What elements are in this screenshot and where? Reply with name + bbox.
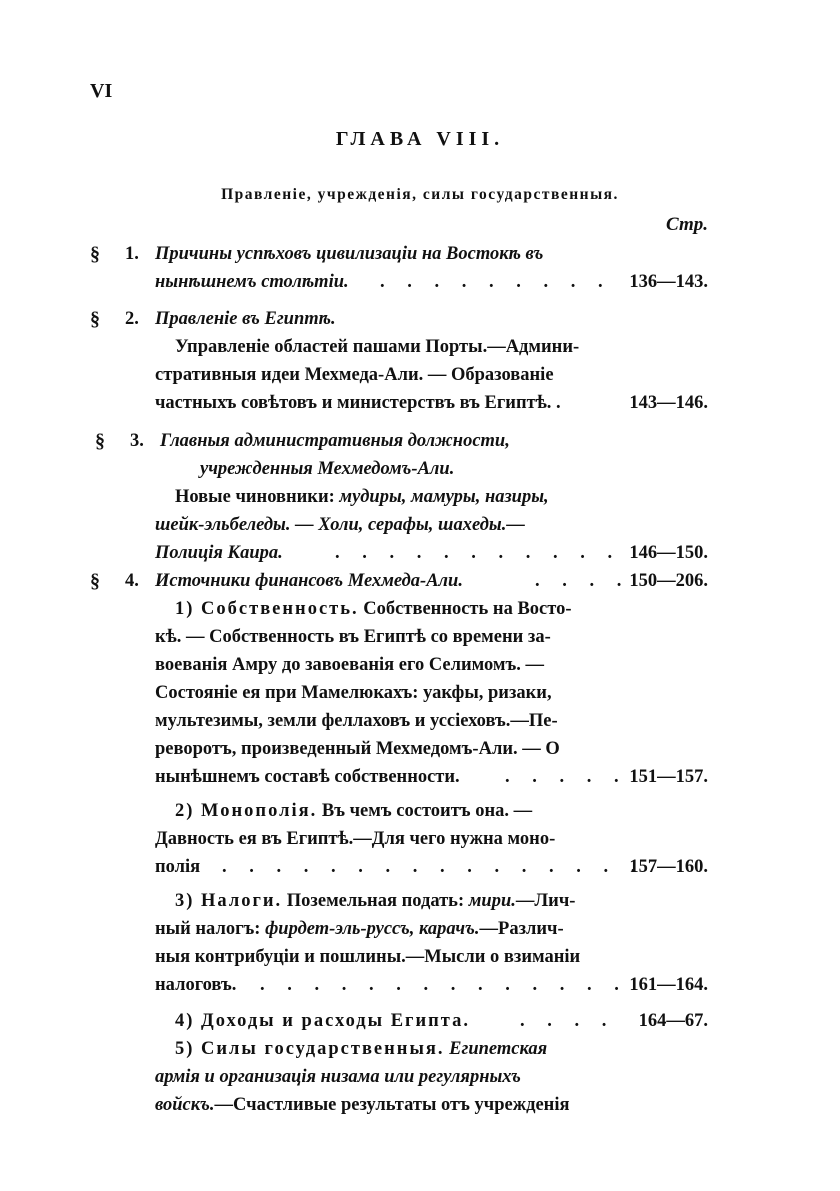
subsection-text: —Лич- xyxy=(515,891,576,911)
text-italic: мудиры, мамуры, назиры, xyxy=(339,487,549,507)
subsection-text-italic: мири. xyxy=(468,891,516,911)
chapter-subtitle: Правленіе, учрежденія, силы государственныя. xyxy=(221,186,619,203)
section-symbol: § xyxy=(90,570,100,592)
page-range: 143—146. xyxy=(629,393,708,413)
text-italic: Холи, серафы, шахеды.— xyxy=(318,515,525,535)
subsection-line-3: ныя контрибуціи и пошлины.—Мысли о взиманіи xyxy=(155,947,581,967)
subsection-heading: 5) Силы государственныя. xyxy=(175,1039,445,1059)
section-number: 2. xyxy=(125,309,139,329)
section-text-line-2: стративныя идеи Мехмеда-Али. — Образованіе xyxy=(155,365,554,385)
subsection-heading: 4) Доходы и расходы Египта. xyxy=(175,1011,470,1031)
subsection-heading: 3) Налоги. xyxy=(175,891,283,911)
section-number: 1. xyxy=(125,244,139,264)
section-text-line-3: частныхъ совѣтовъ и министерствъ въ Египтѣ. . xyxy=(155,393,561,413)
subsection-line-1 xyxy=(175,595,572,623)
subsection-line-2 xyxy=(155,915,564,943)
section-symbol: § xyxy=(90,308,100,330)
subsection-line-1 xyxy=(175,887,575,915)
page-range: 157—160. xyxy=(629,857,708,877)
section-title xyxy=(155,240,603,268)
chapter-heading: ГЛАВА VIII. xyxy=(335,128,505,150)
subsection-line-1 xyxy=(175,797,532,825)
page-range: 150—206. xyxy=(629,571,708,591)
subsection-line-7: нынѣшнемъ составѣ собственности. xyxy=(155,767,460,787)
section-title-line-2: нынѣшнемъ столѣтіи. xyxy=(155,272,349,292)
section-number: 3. xyxy=(130,431,144,451)
subsection-line-2: армія и организація низама или регулярныхъ xyxy=(155,1067,521,1087)
page-range: 164—67. xyxy=(638,1011,708,1031)
subsection-heading: 1) Собственность. xyxy=(175,599,359,619)
leader-dots: . . . . . . . . . . . xyxy=(335,543,622,563)
subsection-line-6: реворотъ, произведенный Мехмедомъ-Али. — О xyxy=(155,739,560,759)
leader-dots: . . . . . . . . . xyxy=(380,272,612,292)
leader-dots: . . . . . xyxy=(505,767,628,787)
subsection-line-1 xyxy=(175,1035,547,1063)
subsection-text: —Счастливые результаты отъ учрежденія xyxy=(214,1095,570,1115)
section-title: Правленіе въ Египтѣ. xyxy=(155,309,336,329)
subsection-line-4: Состояніе ея при Мамелюкахъ: уакфы, ризаки, xyxy=(155,683,552,703)
subsection-line-2: кѣ. — Собственность въ Египтѣ со времени за- xyxy=(155,627,551,647)
section-text-line-2 xyxy=(155,511,525,539)
subsection-line-3: воеванія Амру до завоеванія его Селимомъ. — xyxy=(155,655,545,675)
subsection-text-italic: войскъ. xyxy=(155,1095,215,1115)
text-italic: шейк-эльбеледы. — xyxy=(155,515,314,535)
leader-dots: . . . . xyxy=(520,1011,616,1031)
section-title-line-2: учрежденныя Мехмедомъ-Али. xyxy=(200,459,455,479)
section-text-line-3: Полиція Каира. xyxy=(155,543,283,563)
leader-dots: . . . . xyxy=(535,571,631,591)
leader-dots: . . . . . . . . . . . . . . . . xyxy=(222,857,645,877)
subsection-text: ный налогъ: xyxy=(155,919,261,939)
section-text-line-1 xyxy=(175,483,549,511)
section-symbol: § xyxy=(95,430,105,452)
subsection-text: Въ чемъ состоитъ она. — xyxy=(321,801,533,821)
subsection-line-4: налоговъ. xyxy=(155,975,237,995)
page-range: 151—157. xyxy=(629,767,708,787)
page-number: VI xyxy=(90,80,113,102)
section-text-line-1: Управленіе областей пашами Порты.—Админи- xyxy=(175,337,580,357)
subsection-text: —Различ- xyxy=(479,919,564,939)
page-range: 136—143. xyxy=(629,272,708,292)
subsection-line-5: мультезимы, земли феллаховъ и уссіеховъ.—Пе- xyxy=(155,711,558,731)
section-symbol: § xyxy=(90,243,100,265)
section-number: 4. xyxy=(125,571,139,591)
section-title: Источники финансовъ Мехмеда-Али. xyxy=(155,571,463,591)
page-range: 146—150. xyxy=(629,543,708,563)
section-title-line-1: Причины успѣховъ цивилизаціи на Востокѣ въ xyxy=(155,244,544,264)
subsection-line-2: Давность ея въ Египтѣ.—Для чего нужна моно- xyxy=(155,829,556,849)
page-column-label: Стр. xyxy=(666,214,708,235)
subsection-line-3: полія xyxy=(155,857,201,877)
subsection-text-italic: Египетская xyxy=(449,1039,548,1059)
leader-dots: . . . . . . . . . . . . . . xyxy=(260,975,628,995)
subsection-text: Поземельная подать: xyxy=(286,891,465,911)
subsection-text-italic: фирдет-эль-руссъ, карачъ. xyxy=(265,919,480,939)
page-range: 161—164. xyxy=(629,975,708,995)
text-plain: Новые чиновники: xyxy=(175,487,335,507)
subsection-heading: 2) Монополія. xyxy=(175,801,318,821)
section-title-line-1: Главныя административныя должности, xyxy=(160,431,510,451)
subsection-line-3 xyxy=(155,1091,570,1119)
subsection-text: Собственность на Восто- xyxy=(363,599,572,619)
